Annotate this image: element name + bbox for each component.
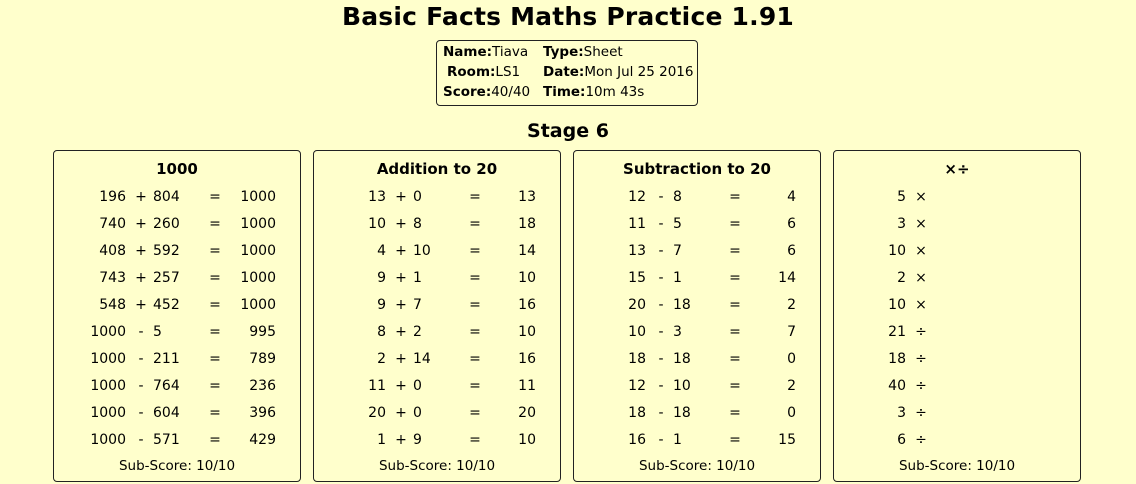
operand-b: 18 [673,351,691,367]
operator: - [138,324,144,340]
operand-b: 604 [153,405,180,421]
operator: ÷ [915,351,927,367]
result: 15 [778,432,796,448]
equation-row [834,189,1080,209]
result: 6 [787,243,796,259]
equals-sign: = [209,324,221,340]
equation-row [54,189,300,209]
operator: ÷ [915,405,927,421]
result: 10 [518,270,536,286]
operand-a: 743 [99,270,126,286]
operator: - [138,432,144,448]
operand-b: 0 [413,189,422,205]
operand-a: 1 [377,432,386,448]
operand-b: 804 [153,189,180,205]
equation-row [314,270,560,290]
date-value: Mon Jul 25 2016 [584,64,694,80]
operator: + [395,243,407,259]
equals-sign: = [469,216,481,232]
operand-b: 764 [153,378,180,394]
operand-b: 2 [413,324,422,340]
equation-row [574,405,820,425]
operand-a: 10 [888,243,906,259]
result: 16 [518,297,536,313]
panel-2 [313,150,561,482]
operator: + [135,243,147,259]
equals-sign: = [209,378,221,394]
operator: × [915,297,927,313]
result: 16 [518,351,536,367]
operand-a: 5 [897,189,906,205]
operator: + [135,189,147,205]
equation-row [834,270,1080,290]
operand-b: 592 [153,243,180,259]
equation-row [834,243,1080,263]
equals-sign: = [209,243,221,259]
operand-b: 3 [673,324,682,340]
operator: + [395,405,407,421]
operand-a: 12 [628,189,646,205]
equation-row [54,297,300,317]
result: 396 [249,405,276,421]
operand-a: 4 [377,243,386,259]
operator: - [658,216,664,232]
equals-sign: = [729,189,741,205]
result: 14 [778,270,796,286]
equation-row [834,378,1080,398]
equation-row [834,297,1080,317]
equals-sign: = [729,297,741,313]
operand-b: 7 [673,243,682,259]
operand-b: 8 [413,216,422,232]
equals-sign: = [729,432,741,448]
panel-title: 1000 [156,160,198,178]
equals-sign: = [729,216,741,232]
operand-b: 18 [673,405,691,421]
equals-sign: = [209,189,221,205]
equation-row [574,324,820,344]
result: 429 [249,432,276,448]
result: 10 [518,324,536,340]
equation-row [574,432,820,452]
result: 18 [518,216,536,232]
equals-sign: = [729,405,741,421]
operand-b: 5 [153,324,162,340]
operand-a: 20 [628,297,646,313]
operator: × [915,189,927,205]
result: 236 [249,378,276,394]
equation-row [314,432,560,452]
operand-b: 14 [413,351,431,367]
result: 995 [249,324,276,340]
equals-sign: = [729,378,741,394]
result: 1000 [240,243,276,259]
operator: + [135,297,147,313]
equals-sign: = [469,243,481,259]
operator: - [658,351,664,367]
score-field [443,84,530,100]
operator: + [395,297,407,313]
operand-a: 9 [377,270,386,286]
result: 11 [518,378,536,394]
result: 7 [787,324,796,340]
operand-a: 16 [628,432,646,448]
sub-score: Sub-Score: 10/10 [898,458,1016,474]
operator: ÷ [915,432,927,448]
operator: + [395,216,407,232]
equation-row [314,351,560,371]
operand-a: 10 [368,216,386,232]
panel-title: Addition to 20 [376,160,498,178]
result: 1000 [240,297,276,313]
date-label: Date: [543,64,585,80]
operand-a: 2 [377,351,386,367]
operand-a: 196 [99,189,126,205]
operand-a: 408 [99,243,126,259]
operand-a: 8 [377,324,386,340]
operator: ÷ [915,324,927,340]
operand-b: 571 [153,432,180,448]
operator: - [658,243,664,259]
equation-row [574,378,820,398]
operand-a: 1000 [90,432,126,448]
result: 1000 [240,216,276,232]
operator: - [138,351,144,367]
equation-row [834,216,1080,236]
equals-sign: = [209,351,221,367]
operator: + [135,270,147,286]
equals-sign: = [469,324,481,340]
operator: - [138,378,144,394]
equation-row [314,216,560,236]
page-title: Basic Facts Maths Practice 1.91 [341,2,795,31]
result: 0 [787,351,796,367]
equation-row [314,189,560,209]
result: 10 [518,432,536,448]
operand-a: 2 [897,270,906,286]
equation-row [574,189,820,209]
equation-row [54,378,300,398]
operator: - [658,405,664,421]
equals-sign: = [209,297,221,313]
time-value: 10m 43s [585,84,645,100]
type-field [543,44,623,60]
operand-a: 21 [888,324,906,340]
room-value: LS1 [495,64,521,80]
operand-b: 7 [413,297,422,313]
operand-a: 18 [628,405,646,421]
operand-a: 20 [368,405,386,421]
equals-sign: = [469,405,481,421]
score-label: Score: [443,84,492,100]
operand-a: 548 [99,297,126,313]
equation-row [314,297,560,317]
operand-a: 15 [628,270,646,286]
operator: + [395,189,407,205]
result: 6 [787,216,796,232]
equals-sign: = [209,270,221,286]
equals-sign: = [469,378,481,394]
result: 13 [518,189,536,205]
name-value: Tiava [492,44,529,60]
time-label: Time: [543,84,586,100]
equals-sign: = [469,432,481,448]
result: 20 [518,405,536,421]
operand-a: 3 [897,216,906,232]
operand-a: 18 [628,351,646,367]
sub-score: Sub-Score: 10/10 [638,458,756,474]
result: 1000 [240,189,276,205]
result: 4 [787,189,796,205]
operator: - [658,432,664,448]
operand-b: 8 [673,189,682,205]
operand-a: 3 [897,405,906,421]
operand-a: 9 [377,297,386,313]
sub-score: Sub-Score: 10/10 [378,458,496,474]
operand-a: 11 [368,378,386,394]
operand-a: 13 [368,189,386,205]
operand-a: 1000 [90,405,126,421]
operator: - [658,378,664,394]
equals-sign: = [469,270,481,286]
operand-a: 1000 [90,351,126,367]
equation-row [574,243,820,263]
equation-row [834,405,1080,425]
operator: - [658,297,664,313]
equation-row [314,405,560,425]
info-box [436,40,698,106]
operator: - [658,324,664,340]
result: 2 [787,378,796,394]
equation-row [54,324,300,344]
operand-a: 11 [628,216,646,232]
equation-row [54,216,300,236]
operator: - [138,405,144,421]
operand-a: 13 [628,243,646,259]
sub-score: Sub-Score: 10/10 [118,458,236,474]
equation-row [54,432,300,452]
operator: + [395,270,407,286]
operand-b: 1 [673,432,682,448]
operand-a: 10 [628,324,646,340]
operand-b: 1 [673,270,682,286]
date-field [543,64,694,80]
equals-sign: = [729,351,741,367]
equation-row [54,270,300,290]
equals-sign: = [209,432,221,448]
equation-row [834,432,1080,452]
operand-a: 18 [888,351,906,367]
operand-b: 452 [153,297,180,313]
operand-b: 257 [153,270,180,286]
result: 789 [249,351,276,367]
operand-a: 10 [888,297,906,313]
result: 1000 [240,270,276,286]
time-field [543,84,644,100]
operator: + [395,432,407,448]
result: 14 [518,243,536,259]
operand-b: 0 [413,378,422,394]
name-field [443,44,528,60]
operand-b: 10 [413,243,431,259]
panel-4 [833,150,1081,482]
equation-row [314,324,560,344]
operator: × [915,243,927,259]
operator: + [395,378,407,394]
name-label: Name: [443,44,493,60]
equation-row [574,216,820,236]
operator: × [915,216,927,232]
operand-b: 260 [153,216,180,232]
operand-a: 1000 [90,324,126,340]
operand-b: 5 [673,216,682,232]
operand-a: 6 [897,432,906,448]
equation-row [54,243,300,263]
operand-a: 740 [99,216,126,232]
operand-b: 1 [413,270,422,286]
equals-sign: = [469,297,481,313]
equation-row [834,351,1080,371]
operand-b: 10 [673,378,691,394]
equals-sign: = [469,189,481,205]
equals-sign: = [209,216,221,232]
operand-a: 40 [888,378,906,394]
operator: + [135,216,147,232]
equals-sign: = [729,270,741,286]
room-label: Room: [447,64,496,80]
equation-row [574,351,820,371]
operand-a: 12 [628,378,646,394]
panel-title: ×÷ [944,160,970,178]
equals-sign: = [209,405,221,421]
panel-1 [53,150,301,482]
equation-row [574,270,820,290]
operator: × [915,270,927,286]
operand-b: 0 [413,405,422,421]
equals-sign: = [729,243,741,259]
equation-row [574,297,820,317]
score-value: 40/40 [491,84,531,100]
equals-sign: = [469,351,481,367]
panel-title: Subtraction to 20 [623,160,771,178]
equation-row [54,405,300,425]
operator: - [658,189,664,205]
panel-3 [573,150,821,482]
operator: - [658,270,664,286]
equation-row [834,324,1080,344]
operator: ÷ [915,378,927,394]
operand-b: 18 [673,297,691,313]
operand-b: 211 [153,351,180,367]
equation-row [54,351,300,371]
equals-sign: = [729,324,741,340]
room-field [447,64,520,80]
type-label: Type: [543,44,584,60]
operand-b: 9 [413,432,422,448]
result: 2 [787,297,796,313]
operator: + [395,324,407,340]
operator: + [395,351,407,367]
type-value: Sheet [583,44,623,60]
equation-row [314,243,560,263]
result: 0 [787,405,796,421]
stage-heading: Stage 6 [527,120,609,142]
operand-a: 1000 [90,378,126,394]
equation-row [314,378,560,398]
